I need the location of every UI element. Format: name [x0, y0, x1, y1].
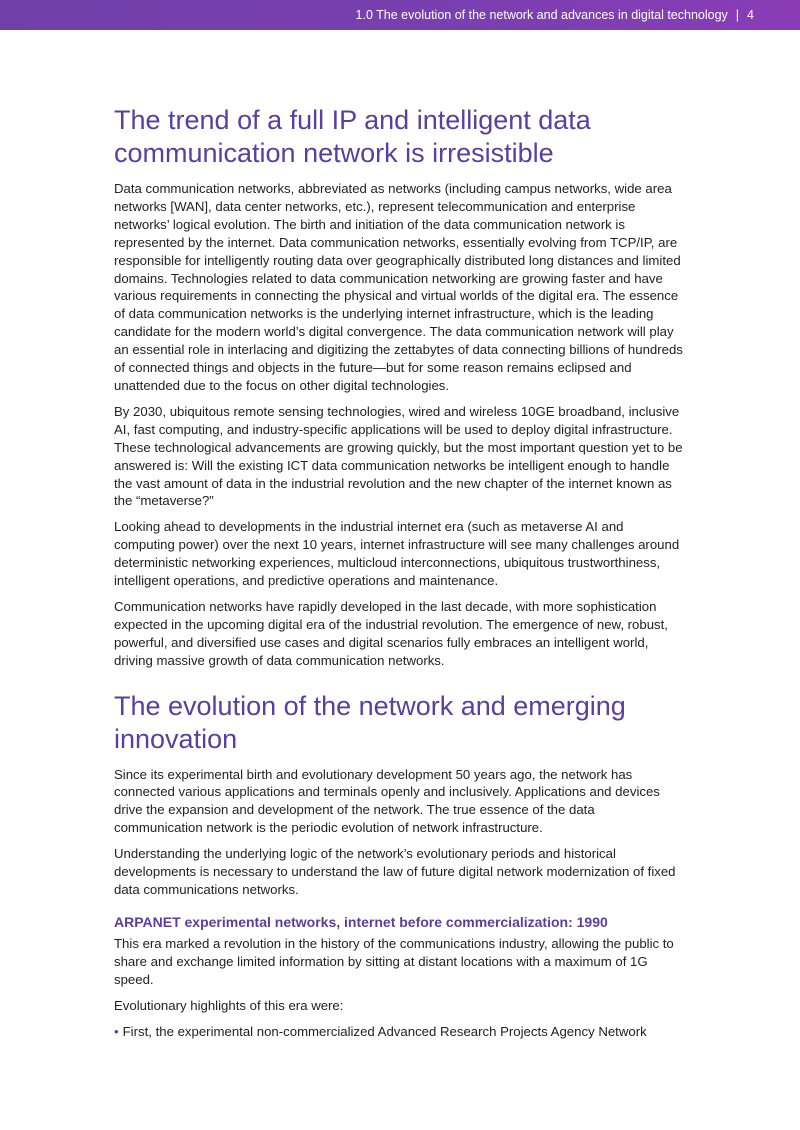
paragraph: Looking ahead to developments in the industrial internet era (such as metaverse AI and computing power) over the next 10 years, internet infrastructure will see many challenges around deterministic networking experiences, multicloud interconnections, ubiquitous trustworthiness, intelligent operations, and predictive operations and maintenance. — [114, 519, 680, 589]
section-2-title: The evolution of the network and emerging innovation — [114, 690, 626, 754]
page-content — [114, 104, 684, 1040]
section-1-title: The trend of a full IP and intelligent data communication network is irresistible — [114, 105, 591, 168]
list-item — [114, 1023, 684, 1041]
bullet-list — [114, 1023, 684, 1041]
paragraph: Communication networks have rapidly developed in the last decade, with more sophistication expected in the upcoming digital era of the industrial revolution. The emergence of new, robust, powerful, and diversified use cases and digital scenarios fully embraces an intelligent world, driving massive growth of data communication networks. — [114, 598, 668, 668]
paragraph: Since its experimental birth and evolutionary development 50 years ago, the network has connected various applications and terminals openly and inclusively. Applications and devices drive the expansion and development of the network. The true essence of the data communication network is the periodic evolution of network infrastructure. — [114, 766, 660, 836]
header-section-title: 1.0 The evolution of the network and advances in digital technology — [355, 8, 728, 22]
subsection-title: ARPANET experimental networks, internet before commercialization: 1990 — [114, 913, 608, 930]
header-separator: | — [735, 8, 740, 22]
paragraph: By 2030, ubiquitous remote sensing technologies, wired and wireless 10GE broadband, inclusive AI, fast computing, and industry-specific applications will be used to deploy digital infrastructure. These technological advancements are growing quickly, but the most important question yet to be answered is: Will the existing ICT data communication networks be intelligent enough to handle the vast amount of data in the industrial revolution and the new chapter of the internet known as the “metaverse?” — [114, 403, 683, 509]
paragraph: Data communication networks, abbreviated as networks (including campus networks, wide area networks [WAN], data center networks, etc.), represent telecommunication and enterprise networks’ logical evolution. The birth and initiation of the data communication network is represented by the internet. Data communication networks, essentially evolving from TCP/IP, are responsible for intelligently routing data over geographically distributed long distances and limited domains. Technologies related to data communication networking are growing faster and have various requirements in connecting the physical and virtual worlds of the digital era. The essence of data communication networks is the underlying internet infrastructure, which is the leading candidate for the modern world’s digital convergence. The data communication network will play an essential role in interlacing and digitizing the zettabytes of data connecting billions of hundreds of connected things and objects in the future—but for some reason remains eclipsed and unattended due to the focus on other digital technologies. — [114, 181, 683, 393]
bullet-icon: • — [114, 1023, 119, 1039]
paragraph: This era marked a revolution in the history of the communications industry, allowing the public to share and exchange limited information by sitting at distant locations with a maximum of 1G speed. — [114, 935, 674, 987]
page-header — [0, 0, 800, 30]
paragraph: Understanding the underlying logic of the network’s evolutionary periods and historical developments is necessary to understand the law of future digital network modernization of fixed data communications networks. — [114, 846, 676, 897]
page-number: 4 — [747, 8, 754, 22]
list-item-text: First, the experimental non-commercialized Advanced Research Projects Agency Network — [122, 1023, 647, 1039]
paragraph: Evolutionary highlights of this era were: — [114, 997, 344, 1013]
